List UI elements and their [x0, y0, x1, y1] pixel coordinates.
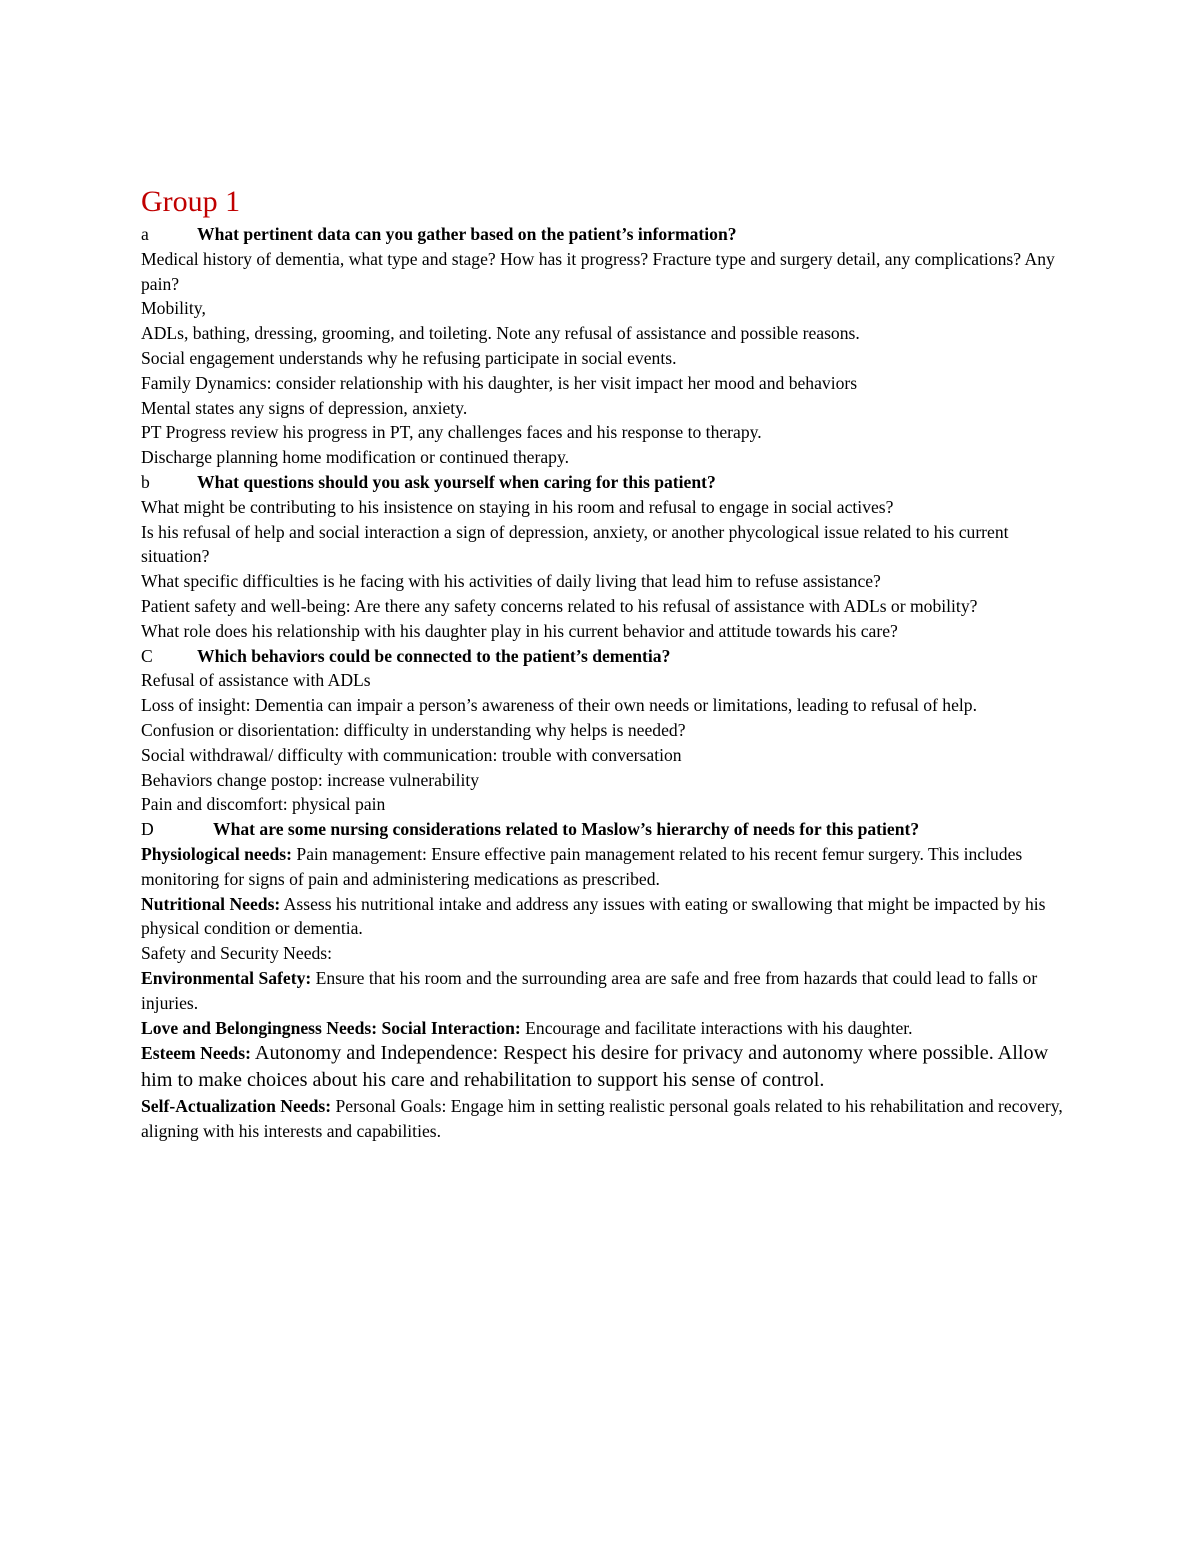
- answer-line: PT Progress review his progress in PT, any challenges faces and his response to therapy.: [141, 422, 762, 443]
- need-label: Physiological needs:: [141, 843, 293, 864]
- environmental-safety: [141, 966, 1066, 1016]
- question-letter: b: [141, 471, 150, 492]
- answer-line: Discharge planning home modification or continued therapy.: [141, 447, 569, 468]
- answer-line: Is his refusal of help and social interaction a sign of depression, anxiety, or another phycological issue related to his current situation?: [141, 521, 1009, 567]
- answer-line: Behaviors change postop: increase vulnerability: [141, 769, 480, 790]
- answer-line: Refusal of assistance with ADLs: [141, 670, 371, 691]
- answer-line: What role does his relationship with his daughter play in his current behavior and attitude towards his care?: [141, 620, 898, 641]
- need-label: Love and Belongingness Needs: Social Interaction:: [141, 1017, 521, 1038]
- need-label: Self-Actualization Needs:: [141, 1095, 332, 1116]
- document-title: Group 1: [141, 185, 241, 218]
- answer-line: Patient safety and well-being: Are there any safety concerns related to his refusal of assistance with ADLs or mobility?: [141, 595, 978, 616]
- question-letter: a: [141, 224, 149, 244]
- need-label: Esteem Needs:: [141, 1043, 251, 1064]
- answer-line: Mental states any signs of depression, anxiety.: [141, 397, 468, 418]
- answer-line: Confusion or disorientation: difficulty in understanding why helps is needed?: [141, 719, 686, 740]
- need-text: Assess his nutritional intake and address any issues with eating or swallowing that might be impacted by his physical condition or dementia.: [141, 893, 1046, 939]
- need-text: Autonomy and Independence: Respect his desire for privacy and autonomy where possible. Allow him to make choices about his care and rehabilitation to support his sense of control.: [141, 1042, 1049, 1092]
- answer-line: What specific difficulties is he facing with his activities of daily living that lead him to refuse assistance?: [141, 571, 881, 592]
- answer-line: Social withdrawal/ difficulty with communication: trouble with conversation: [141, 744, 682, 765]
- physiological-needs: [141, 842, 1066, 892]
- question-b: [141, 470, 1066, 495]
- question-letter: C: [141, 645, 153, 666]
- answer-line: Pain and discomfort: physical pain: [141, 794, 386, 815]
- answer-line: Social engagement understands why he refusing participate in social events.: [141, 347, 677, 368]
- answer-line: Family Dynamics: consider relationship with his daughter, is her visit impact her mood and behaviors: [141, 372, 858, 393]
- answer-line: What might be contributing to his insistence on staying in his room and refusal to engage in social actives?: [141, 496, 894, 517]
- document-page: [141, 182, 1066, 1143]
- need-text: Ensure that his room and the surrounding area are safe and free from hazards that could lead to falls or injuries.: [141, 967, 1038, 1013]
- answer-line: ADLs, bathing, dressing, grooming, and toileting. Note any refusal of assistance and possible reasons.: [141, 323, 860, 344]
- love-belonging-needs: [141, 1016, 1066, 1041]
- question-text: What questions should you ask yourself when caring for this patient?: [197, 471, 716, 492]
- question-a: [141, 222, 1066, 247]
- safety-heading: Safety and Security Needs:: [141, 943, 333, 964]
- question-text: What are some nursing considerations related to Maslow’s hierarchy of needs for this patient?: [213, 819, 920, 840]
- need-text: Encourage and facilitate interactions with his daughter.: [520, 1017, 913, 1038]
- answer-line: Mobility,: [141, 298, 206, 319]
- question-text: Which behaviors could be connected to the patient’s dementia?: [197, 645, 671, 666]
- answer-line: Loss of insight: Dementia can impair a person’s awareness of their own needs or limitations, leading to refusal of help.: [141, 695, 977, 716]
- question-d: [141, 817, 1066, 842]
- question-text: What pertinent data can you gather based on the patient’s information?: [197, 224, 737, 244]
- need-label: Nutritional Needs:: [141, 893, 281, 914]
- answer-line: Medical history of dementia, what type and stage? How has it progress? Fracture type and surgery detail, any complications? Any pain?: [141, 248, 1055, 294]
- need-text: Pain management: Ensure effective pain management related to his recent femur surgery. This includes monitoring for signs of pain and administering medications as prescribed.: [141, 843, 1023, 889]
- question-c: [141, 644, 1066, 669]
- esteem-needs: [141, 1040, 1066, 1094]
- self-actualization-needs: [141, 1094, 1066, 1144]
- question-letter: D: [141, 819, 154, 840]
- need-label: Environmental Safety:: [141, 967, 312, 988]
- need-text: Personal Goals: Engage him in setting realistic personal goals related to his rehabilitation and recovery, aligning with his interests and capabilities.: [141, 1095, 1063, 1141]
- nutritional-needs: [141, 892, 1066, 942]
